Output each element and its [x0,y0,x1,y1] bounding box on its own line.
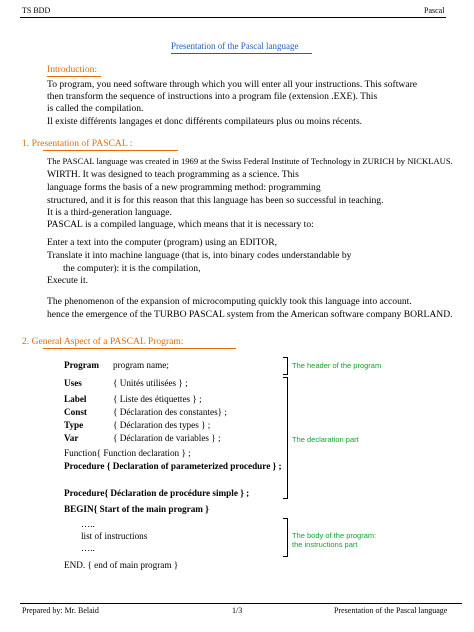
code-var-comment: { Déclaration de variables } ; [113,433,221,443]
header-bracket [283,357,288,375]
code-dots-2: ….. [81,543,95,553]
section1-heading: 1. Presentation of PASCAL : [22,138,133,149]
code-dots-1: ….. [81,519,95,529]
declaration-bracket [283,377,288,499]
section1-closing-1: The phenomenon of the expansion of microcomputing quickly took this language into account. [47,296,412,307]
code-program-keyword: Program [64,360,100,370]
code-procedure-simple: Procedure{ Déclaration de procédure simple } ; [64,488,250,498]
bullet-item-2-continued: the computer): it is the compilation, [63,263,201,274]
code-end: END. { end of main program } [64,560,179,570]
code-label-keyword: Label [64,394,87,404]
bullet-item-3: Execute it. [47,275,89,286]
body-note-line-1: The body of the program: [292,531,377,540]
header-note: The header of the program [292,361,382,370]
bullet-item-2: Translate it into machine language (that is, into binary codes understandable by [47,250,352,261]
intro-heading-underline [47,76,101,77]
declaration-note: The declaration part [292,435,359,444]
code-procedure-parameterized: Procedure { Declaration of parameterized procedure } ; [64,461,282,471]
code-type-comment: { Déclaration des types } ; [113,420,211,430]
code-type-keyword: Type [64,420,84,430]
body-bracket [283,518,288,557]
footer-rule [20,603,462,604]
footer-right: Presentation of the Pascal language [334,606,448,615]
header-rule [20,17,446,18]
code-begin: BEGIN{ Start of the main program } [64,504,209,514]
code-var-keyword: Var [64,433,79,443]
code-instruction-list: list of instructions [81,531,148,541]
section2-heading: 2. General Aspect of a PASCAL Program: [22,336,184,347]
intro-line-4: Il existe différents langages et donc différents compilateurs plus ou moins récents. [47,116,363,127]
section1-line-2: WIRTH. It was designed to teach programming as a science. This [47,169,299,180]
code-uses-comment: { Unités utilisées } ; [113,378,188,388]
intro-heading: Introduction: [47,64,98,75]
body-note-line-2: the instructions part [292,540,358,549]
code-function-line: Function{ Function declaration } ; [64,448,191,458]
section1-closing-2: hence the emergence of the TURBO PASCAL system from the American software company BORLAND. [47,309,453,320]
code-const-keyword: Const [64,407,87,417]
header-right: Pascal [424,6,445,15]
section1-line-4: structured, and it is for this reason that this language has been so successful in teaching. [47,195,384,206]
intro-line-2: then transform the sequence of instructions into a program file (extension .EXE). This [47,91,378,102]
header-left: TS BDD [22,6,51,15]
title-underline [171,53,312,54]
section1-line-1: The PASCAL language was created in 1969 at the Swiss Federal Institute of Technology in ZURICH by NICKLAUS. [47,156,453,166]
code-program-name: program name; [113,360,169,370]
footer-page-number: 1/3 [232,606,243,615]
section2-heading-underline [43,348,236,349]
code-const-comment: { Déclaration des constantes} ; [113,407,227,417]
section1-heading-underline [43,150,178,151]
section1-line-3: language forms the basis of a new programming method: programming [47,182,321,193]
section1-line-5: It is a third-generation language. [47,207,172,218]
bullet-item-1: Enter a text into the computer (program) using an EDITOR, [47,237,278,248]
intro-line-1: To program, you need software through which you will enter all your instructions. This software [47,79,418,90]
code-label-comment: { Liste des étiquettes } ; [113,394,202,404]
intro-line-3: is called the compilation. [47,103,144,114]
section1-line-6: PASCAL is a compiled language, which means that it is necessary to: [47,219,314,230]
code-uses-keyword: Uses [64,378,82,388]
footer-left: Prepared by: Mr. Belaid [22,606,99,615]
page-title: Presentation of the Pascal language [171,41,299,51]
